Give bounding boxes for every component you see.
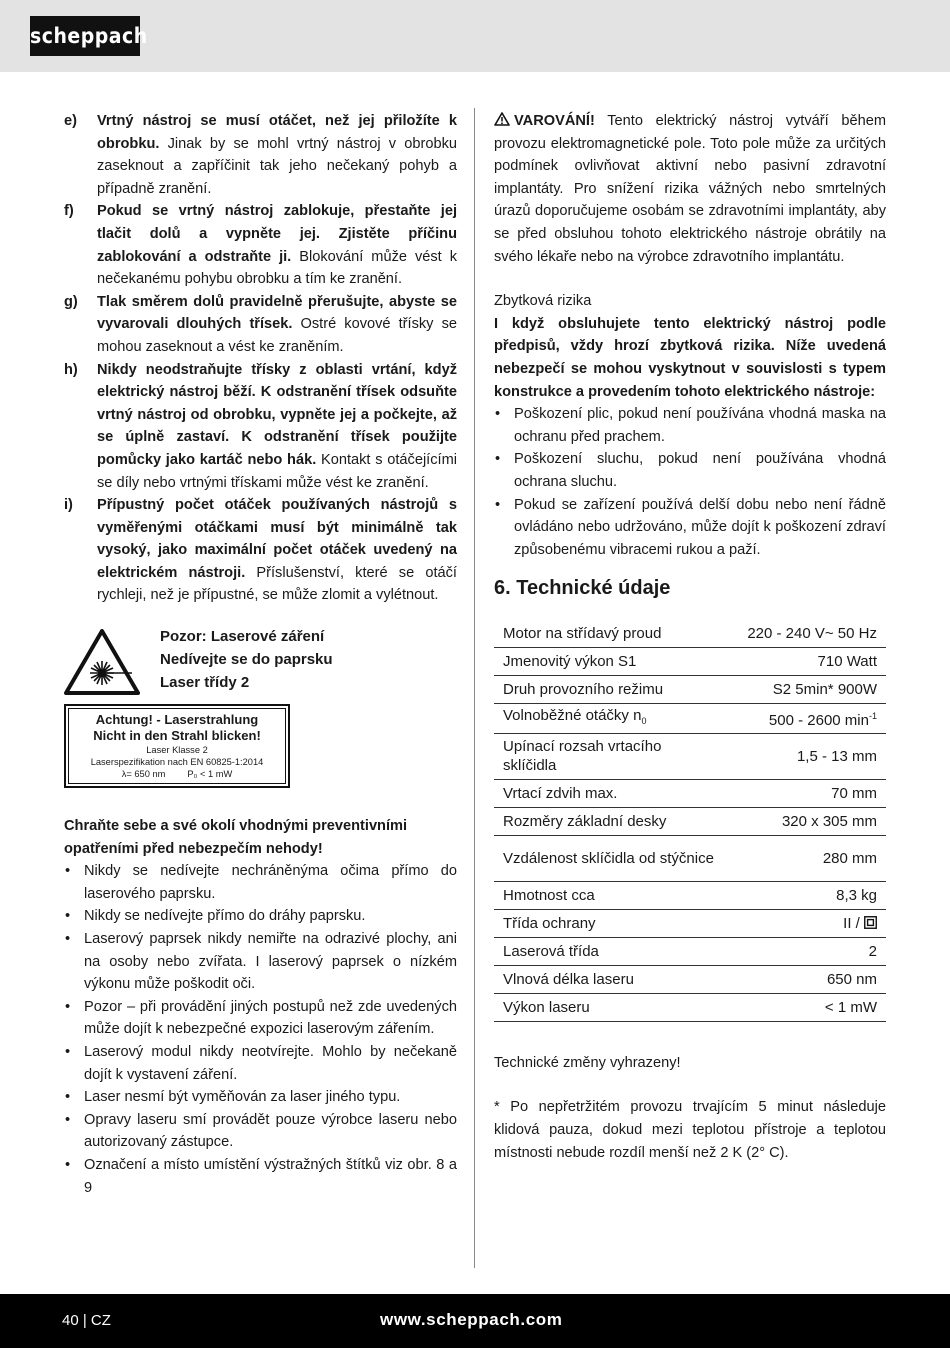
label-line-5 bbox=[73, 768, 281, 780]
table-row bbox=[494, 993, 886, 1021]
table-row bbox=[494, 807, 886, 835]
label-line-4: Laserspezifikation nach EN 60825-1:2014 bbox=[90, 757, 264, 768]
label-line-1: Achtung! - Laserstrahlung bbox=[95, 712, 259, 728]
laser-line-1: Pozor: Laserové záření bbox=[160, 628, 325, 646]
list-item: • Poškození plic, pokud není používána vhodná maska na ochranu před prachem. bbox=[494, 403, 886, 448]
table-row bbox=[494, 703, 886, 733]
left-column bbox=[64, 110, 457, 1199]
list-item: • Laserový modul nikdy neotvírejte. Mohlo by nečekaně dojít k vystavení záření. bbox=[64, 1041, 457, 1086]
spec-value: 500 - 2600 min bbox=[768, 711, 869, 729]
spec-value-cell bbox=[724, 703, 886, 733]
item-bold: Vrtný nástroj se musí otáčet, než jej přiložíte k obrobku. bbox=[97, 113, 457, 152]
table-row bbox=[494, 733, 886, 779]
item-normal: Blokování může vést k nečekanému pohybu obrobku a tím ke zranění. bbox=[97, 248, 458, 288]
safety-item-e bbox=[64, 110, 457, 200]
list-item: • Nikdy se nedívejte nechráněnýma očima přímo do laserového paprsku. bbox=[64, 860, 457, 905]
label-line-3: Laser Klasse 2 bbox=[146, 745, 208, 756]
right-column bbox=[494, 110, 886, 1164]
label-line-2: Nicht in den Strahl blicken! bbox=[93, 728, 261, 744]
safety-item-g bbox=[64, 291, 457, 359]
safety-item-h bbox=[64, 359, 457, 495]
spec-value: 320 x 305 mm bbox=[724, 807, 886, 835]
item-text bbox=[97, 359, 457, 495]
item-text bbox=[97, 494, 457, 607]
spec-name: Vzdálenost sklíčidla od stýčnice bbox=[494, 835, 724, 881]
protect-heading: Chraňte sebe a své okolí vhodnými preventivními opatřeními před nebezpečím nehody! bbox=[64, 818, 408, 857]
spec-name: Vlnová délka laseru bbox=[494, 965, 724, 993]
spec-name: Výkon laseru bbox=[494, 993, 724, 1021]
column-divider bbox=[474, 108, 475, 1268]
item-label: f) bbox=[64, 203, 74, 220]
list-item: • Nikdy se nedívejte přímo do dráhy paprsku. bbox=[64, 905, 457, 928]
spec-value: 220 - 240 V~ 50 Hz bbox=[724, 619, 886, 647]
spec-value: 2 bbox=[724, 937, 886, 965]
spec-name: Rozměry základní desky bbox=[494, 807, 724, 835]
item-normal: Ostré kovové třísky se mohou zaseknout a vést ke zraněním. bbox=[97, 316, 457, 355]
spec-name: Hmotnost cca bbox=[494, 881, 724, 909]
laser-warning-icon bbox=[64, 629, 140, 695]
laser-warning-text bbox=[160, 625, 333, 694]
table-row bbox=[494, 965, 886, 993]
spec-value: 1,5 - 13 mm bbox=[724, 733, 886, 779]
table-row bbox=[494, 675, 886, 703]
website-link[interactable]: www.scheppach.com bbox=[380, 1310, 563, 1329]
laser-warning-block bbox=[64, 619, 457, 815]
page-footer bbox=[0, 1294, 950, 1348]
page-header bbox=[0, 0, 950, 72]
item-bold: Tlak směrem dolů pravidelně přerušujte, abyste se vyvarovali dlouhých třísek. bbox=[97, 293, 457, 333]
laser-line-2: Nedívejte se do paprsku bbox=[160, 651, 333, 669]
safety-item-f bbox=[64, 200, 457, 290]
scheppach-logo: scheppach bbox=[30, 16, 140, 56]
list-item: • Opravy laseru smí provádět pouze výrobce laseru nebo autorizovaný zástupce. bbox=[64, 1109, 457, 1154]
spec-value: 650 nm bbox=[724, 965, 886, 993]
spec-subscript: 0 bbox=[641, 715, 647, 726]
spec-name: Jmenovitý výkon S1 bbox=[494, 647, 724, 675]
spec-value: 710 Watt bbox=[724, 647, 886, 675]
spec-value: 280 mm bbox=[724, 835, 886, 881]
spec-name: Druh provozního režimu bbox=[494, 675, 724, 703]
table-row bbox=[494, 619, 886, 647]
item-normal: Kontakt s otáčejícími se díly nebo vrtnými třískami může vést ke zranění. bbox=[97, 451, 457, 491]
table-row bbox=[494, 881, 886, 909]
warning-label: VAROVÁNÍ! bbox=[514, 113, 595, 129]
label-power: P₀ < 1 mW bbox=[187, 769, 233, 780]
spec-name: Třída ochrany bbox=[494, 909, 724, 937]
spec-value: II / bbox=[843, 914, 864, 932]
spec-value: 8,3 kg bbox=[724, 881, 886, 909]
laser-label-inner bbox=[68, 708, 286, 784]
tech-data-heading: 6. Technické údaje bbox=[494, 577, 671, 600]
tech-changes-note: Technické změny vyhrazeny! bbox=[494, 1054, 681, 1071]
item-label: i) bbox=[64, 497, 73, 514]
spec-name: Volnoběžné otáčky n bbox=[503, 706, 642, 724]
spec-name: Upínací rozsah vrtacího sklíčidla bbox=[494, 733, 724, 779]
item-text bbox=[97, 291, 457, 359]
spec-value: S2 5min* 900W bbox=[724, 675, 886, 703]
list-item: • Poškození sluchu, pokud není používána vhodná ochrana sluchu. bbox=[494, 448, 886, 493]
list-item: • Laserový paprsek nikdy nemiřte na odrazivé plochy, ani na osoby nebo zvířata. I laserový paprsek o nízkém výkonu může poškodit oči. bbox=[64, 928, 457, 996]
spec-value: 70 mm bbox=[724, 779, 886, 807]
item-label: h) bbox=[64, 361, 78, 378]
warning-triangle-icon bbox=[494, 112, 510, 126]
spec-name: Laserová třída bbox=[494, 937, 724, 965]
spec-table bbox=[494, 619, 886, 1022]
list-item: • Laser nesmí být vyměňován za laser jiného typu. bbox=[64, 1086, 457, 1109]
residual-bullet-list bbox=[494, 403, 886, 561]
page-number: 40 | CZ bbox=[62, 1312, 111, 1329]
spec-superscript: -1 bbox=[868, 710, 877, 721]
list-item: • Pozor – při provádění jiných postupů než zde uvedených může dojít k nebezpečné expozici laserovým zářením. bbox=[64, 996, 457, 1041]
label-wavelength: λ= 650 nm bbox=[121, 769, 166, 780]
spec-value-cell bbox=[724, 909, 886, 937]
item-label: g) bbox=[64, 293, 78, 310]
spec-name: Motor na střídavý proud bbox=[494, 619, 724, 647]
list-item: • Pokud se zařízení používá delší dobu nebo není řádně ovládáno nebo udržováno, může dojít k poškození zdraví způsobenému vibracemi rukou a paží. bbox=[494, 494, 886, 562]
warning-text: Tento elektrický nástroj vytváří během provozu elektromagnetické pole. Toto pole může za určitých podmínek ovlivňovat aktivní nebo pasivní zdravotní implantáty. Pro snížení rizika vážných nebo smrtelných úrazů doporučujeme osobám se zdravotními implantáty, aby se před obsluhou tohoto elektrického nástroje obrátily na svého lékaře nebo na výrobce zdravotního implantátu. bbox=[494, 113, 886, 265]
item-text bbox=[97, 110, 457, 200]
table-row bbox=[494, 937, 886, 965]
item-label: e) bbox=[64, 113, 77, 129]
spec-name-cell bbox=[494, 703, 724, 733]
duty-cycle-note: * Po nepřetržitém provozu trvajícím 5 minut následuje klidová pauza, dokud mezi teplotou přístroje a teplotou místnosti nebude rozdíl menší než 2 K (2° C). bbox=[494, 1099, 886, 1161]
table-row bbox=[494, 647, 886, 675]
spec-value: < 1 mW bbox=[724, 993, 886, 1021]
residual-title: Zbytková rizika bbox=[494, 293, 592, 310]
safety-item-i bbox=[64, 494, 457, 607]
spacer bbox=[494, 268, 886, 290]
residual-intro: I když obsluhujete tento elektrický nástroj podle předpisů, vždy hrozí zbytková rizika. Níže uvedená nebezpečí se mohou vyskytnout v souvislosti s typem konstrukce a provedením tohoto elektrického nástroje: bbox=[494, 315, 886, 400]
item-normal: Příslušenství, které se otáčí rychleji, než je přípustné, se může zlomit a vylétnout. bbox=[97, 564, 457, 604]
spec-name: Vrtací zdvih max. bbox=[494, 779, 724, 807]
table-row bbox=[494, 779, 886, 807]
table-row bbox=[494, 835, 886, 881]
list-item: • Označení a místo umístění výstražných štítků viz obr. 8 a 9 bbox=[64, 1154, 457, 1199]
item-bold: Nikdy neodstraňujte třísky z oblasti vrtání, když elektrický nástroj běží. K odstranění třísek odsuňte vrtný nástroj od obrobku, vypněte jej a počkejte, až se úplně zastaví. K odstranění třísek použijte pomůcky jako kartáč nebo hák. bbox=[97, 361, 457, 468]
item-bold: Pokud se vrtný nástroj zablokuje, přestaňte jej tlačit dolů a vypněte jej. Zjistěte příčinu zablokování a odstraňte ji. bbox=[97, 203, 457, 265]
item-bold: Přípustný počet otáček používaných nástrojů s vyměřenými otáčkami musí být minimálně tak vysoký, jako maximální počet otáček uvedený na elektrickém nástroji. bbox=[97, 497, 457, 581]
table-row bbox=[494, 909, 886, 937]
laser-label-box bbox=[64, 704, 290, 788]
item-normal: Jinak by se mohl vrtný nástroj v obrobku zaseknout a zapříčinit tak jeho nečekaný pohyb a případně zranění. bbox=[97, 135, 457, 197]
laser-line-3: Laser třídy 2 bbox=[160, 674, 250, 692]
item-text bbox=[97, 200, 457, 290]
laser-bullet-list bbox=[64, 860, 457, 1199]
emf-warning bbox=[494, 110, 886, 268]
double-insulation-icon bbox=[864, 916, 877, 929]
